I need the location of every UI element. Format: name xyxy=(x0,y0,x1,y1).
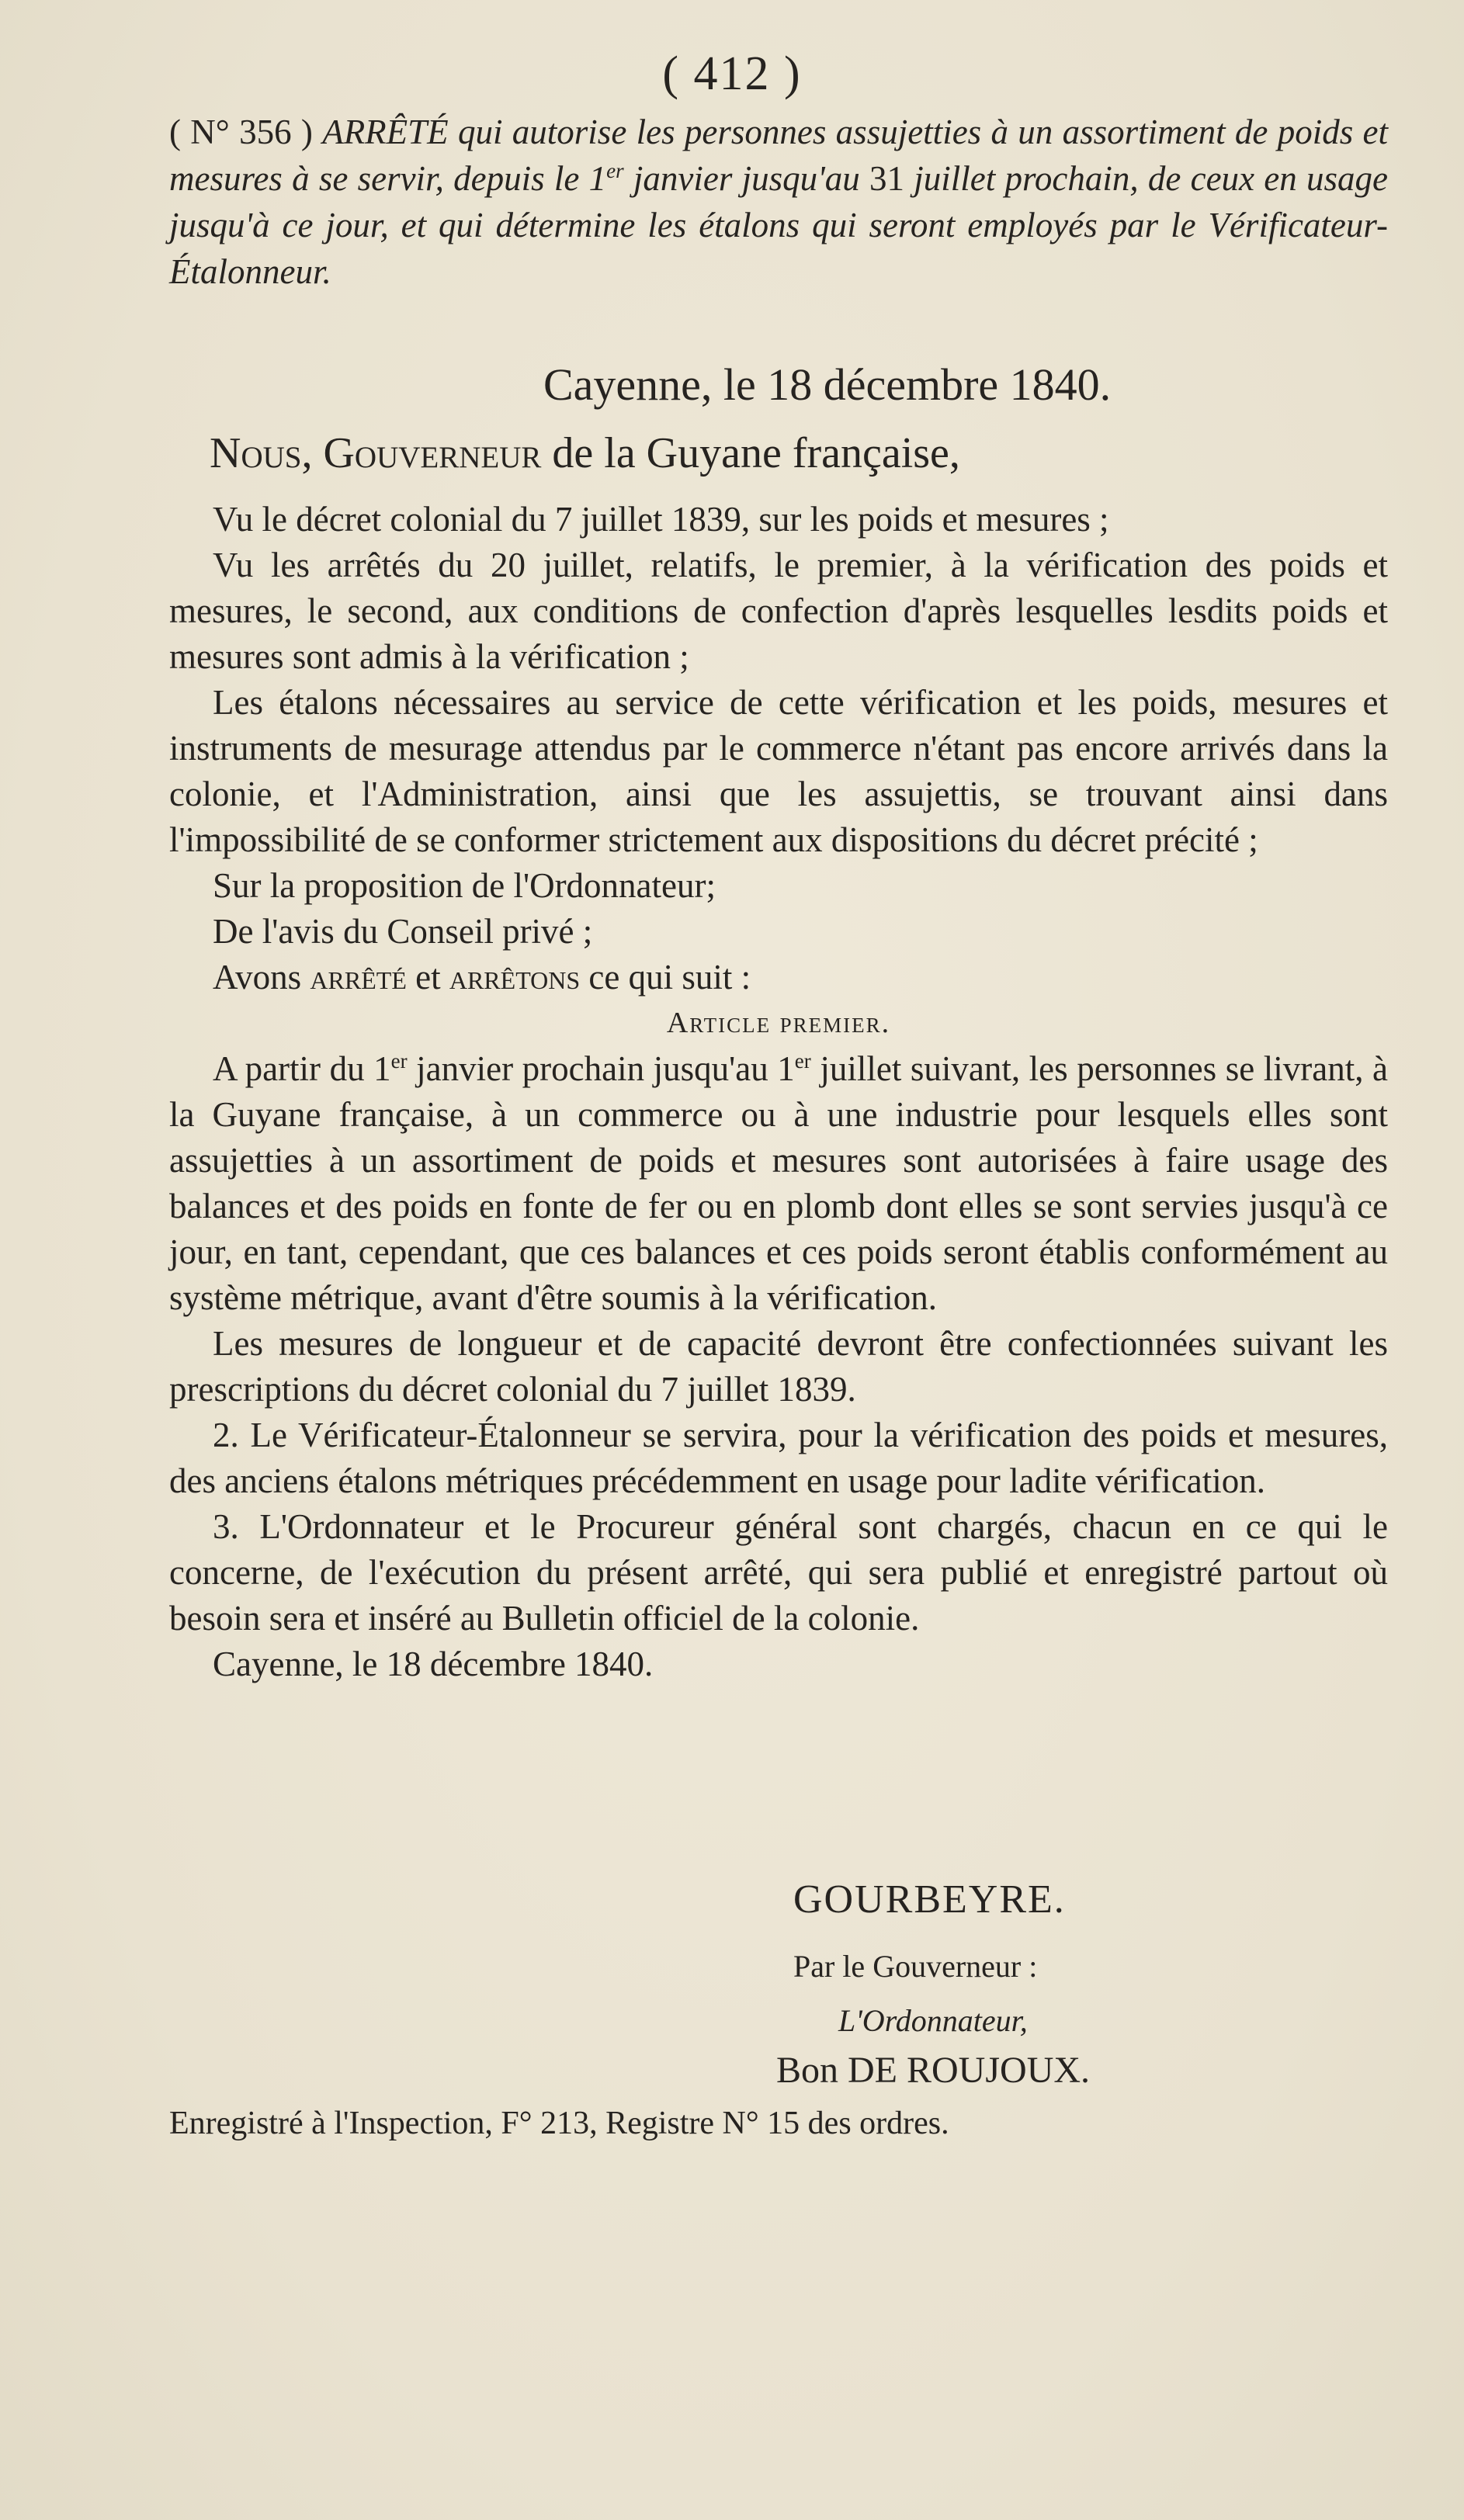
article-1-text xyxy=(169,1046,1388,1321)
decree-number: ( N° 356 ) xyxy=(169,113,313,151)
considerant-3: Les étalons nécessaires au service de cette vérification et les poids, mesures et instruments de mesurage attendus par le commerce n'étant pas encore arrivés dans la colonie, et l'Administration, ainsi que les assujettis, se trouvant ainsi dans l'impossibilité de se conformer strictement aux dispositions du décret précité ; xyxy=(169,683,1388,859)
gouverneur-word: Gouverneur xyxy=(323,429,542,477)
signature-par: Par le Gouverneur : xyxy=(793,1949,1038,1984)
signature-name: GOURBEYRE. xyxy=(793,1877,1066,1922)
registration-note: Enregistré à l'Inspection, F° 213, Registre N° 15 des ordres. xyxy=(169,2106,949,2141)
nous-sep: , xyxy=(301,429,324,477)
enacting-c: et xyxy=(406,958,449,997)
article-1-a: A partir du 1 xyxy=(213,1049,391,1088)
considerant-4: Sur la proposition de l'Ordonnateur; xyxy=(213,866,716,905)
decree-summary-text-2: janvier jusqu'au xyxy=(623,159,870,198)
nous-rest: de la Guyane française, xyxy=(541,429,960,477)
enacting-e: ce qui suit : xyxy=(580,958,751,997)
decree-summary xyxy=(169,109,1388,295)
considerant-2: Vu les arrêtés du 20 juillet, relatifs, le premier, à la vérification des poids et mesures, le second, aux conditions de confection d'après lesquelles lesdits poids et mesures sont admis à la vérification ; xyxy=(169,546,1388,676)
dateline: Cayenne, le 18 décembre 1840. xyxy=(543,359,1112,410)
considerant-1: Vu le décret colonial du 7 juillet 1839, sur les poids et mesures ; xyxy=(213,500,1109,539)
article-heading: Article premier. xyxy=(666,1007,891,1039)
decree-summary-sup: er xyxy=(606,159,624,182)
closing-dateline: Cayenne, le 18 décembre 1840. xyxy=(213,1645,654,1683)
signature-second: Bon DE ROUJOUX. xyxy=(776,2050,1091,2091)
decree-summary-text-3: juillet prochain, de ceux en usage jusqu'à ce jour, et qui détermine les étalons qui seront employés par le Vérificateur-Étalonneur. xyxy=(169,159,1389,291)
article-2: 2. Le Vérificateur-Étalonneur se servira, pour la vérification des poids et mesures, des anciens étalons métriques précédemment en usage pour ladite vérification. xyxy=(169,1416,1388,1500)
nous-word: Nous xyxy=(210,429,302,477)
decree-body xyxy=(169,497,1388,1687)
enacting-b: arrêté xyxy=(310,958,407,997)
preamble-heading xyxy=(210,428,1421,478)
decree-summary-date-num: 31 xyxy=(869,159,905,198)
enacting-d: arrêtons xyxy=(449,958,581,997)
article-1-measures: Les mesures de longueur et de capacité devront être confectionnées suivant les prescriptions du décret colonial du 7 juillet 1839. xyxy=(169,1324,1388,1409)
enacting-a: Avons xyxy=(213,958,310,997)
article-1-sup2: er xyxy=(794,1049,811,1073)
article-1-b: janvier prochain jusqu'au 1 xyxy=(407,1049,795,1088)
enacting-clause xyxy=(169,955,1388,1000)
decree-summary-text-1: qui autorise les personnes assujetties à un assortiment de poids et mesures à se servir, depuis le 1 xyxy=(169,113,1388,198)
article-1-c: juillet suivant, les personnes se livrant, à la Guyane française, à un commerce ou à une industrie pour lesquels elles sont assujetties à un assortiment de poids et mesures sont autorisées à faire usage des balances et des poids en fonte de fer ou en plomb dont elles se sont servies jusqu'à ce jour, en tant, cependant, que ces balances et ces poids seront établis conformément au système métrique, avant d'être soumis à la vérification. xyxy=(169,1049,1389,1317)
article-3: 3. L'Ordonnateur et le Procureur général sont chargés, chacun en ce qui le concerne, de l'exécution du présent arrêté, qui sera publié et enregistré partout où besoin sera et inséré au Bulletin officiel de la colonie. xyxy=(169,1507,1388,1638)
signature-role: L'Ordonnateur, xyxy=(838,2003,1028,2038)
article-1-sup1: er xyxy=(390,1049,408,1073)
considerant-5: De l'avis du Conseil privé ; xyxy=(213,912,593,951)
decree-title-word: ARRÊTÉ xyxy=(322,113,449,151)
page-number: ( 412 ) xyxy=(662,47,802,100)
